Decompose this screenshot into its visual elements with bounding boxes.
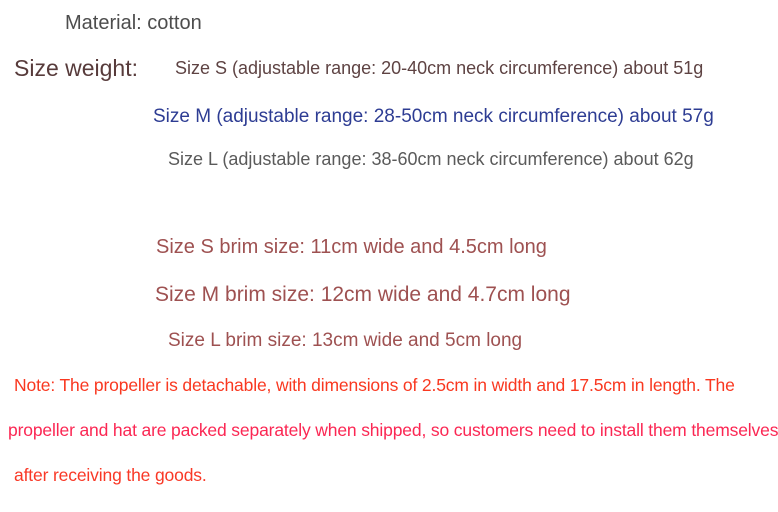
size-s-brim-line: Size S brim size: 11cm wide and 4.5cm long [156, 236, 547, 258]
note-line-1: Note: The propeller is detachable, with dimensions of 2.5cm in width and 17.5cm in length. The [14, 375, 735, 395]
size-l-brim-line: Size L brim size: 13cm wide and 5cm long [168, 330, 523, 351]
note-line-3: after receiving the goods. [14, 465, 207, 485]
size-m-brim-line: Size M brim size: 12cm wide and 4.7cm long [155, 283, 571, 306]
material-line: Material: cotton [65, 12, 202, 34]
note-line-2: propeller and hat are packed separately when shipped, so customers need to install them themselves [8, 420, 778, 440]
size-m-weight-line: Size M (adjustable range: 28-50cm neck circumference) about 57g [153, 106, 714, 127]
size-s-weight-line: Size S (adjustable range: 20-40cm neck circumference) about 51g [175, 58, 704, 78]
size-l-weight-line: Size L (adjustable range: 38-60cm neck circumference) about 62g [168, 149, 694, 169]
size-weight-label: Size weight: [14, 55, 139, 81]
